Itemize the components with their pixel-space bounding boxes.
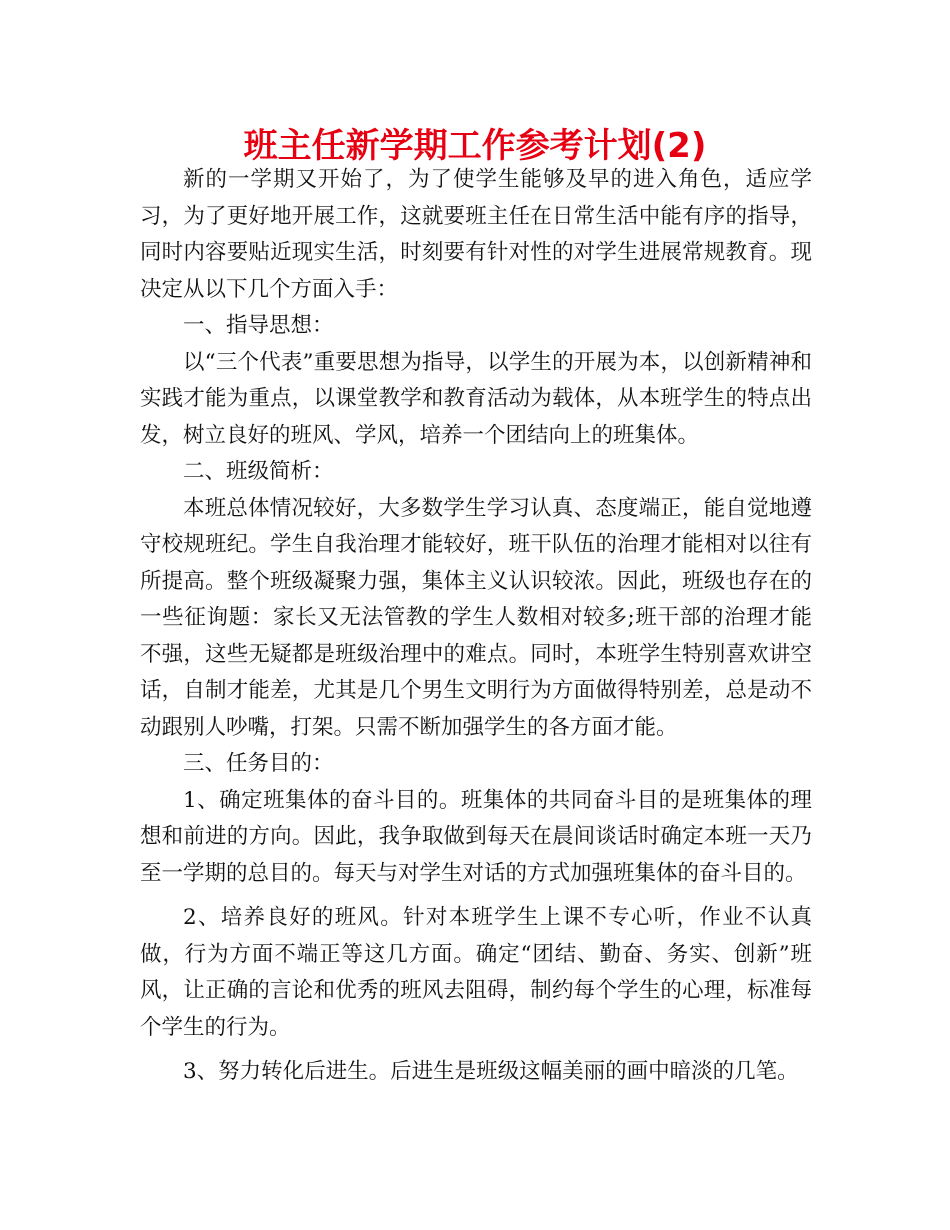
paragraph-goal-1: 1、确定班集体的奋斗目的。班集体的共同奋斗目的是班集体的理想和前进的方向。因此，我争取做到每天在晨间谈话时确定本班一天乃至一学期的总目的。每天与对学生对话的方式加强班集体的奋斗目的。 [140,787,812,886]
paragraph-guiding-thought: 以“三个代表”重要思想为指导，以学生的开展为本，以创新精神和实践才能为重点，以课堂教学和教育活动为载体，从本班学生的特点出发，树立良好的班风、学风，培养一个团结向上的班集体。 [140,349,812,448]
page-title: 班主任新学期工作参考计划(2) [243,126,707,166]
paragraph-intro: 新的一学期又开始了，为了使学生能够及早的进入角色，适应学习，为了更好地开展工作，这就要班主任在日常生活中能有序的指导，同时内容要贴近现实生活，时刻要有针对性的对学生进展常规教育。现决定从以下几个方面入手： [140,167,812,302]
paragraph-class-analysis: 本班总体情况较好，大多数学生学习认真、态度端正，能自觉地遵守校规班纪。学生自我治理才能较好，班干队伍的治理才能相对以往有所提高。整个班级凝聚力强，集体主义认识较浓。因此，班级也存在的一些征询题：家长又无法管教的学生人数相对较多;班干部的治理才能不强，这些无疑都是班级治理中的难点。同时，本班学生特别喜欢讲空话，自制才能差，尤其是几个男生文明行为方面做得特别差，总是动不动跟别人吵嘴，打架。只需不断加强学生的各方面才能。 [140,495,812,740]
section-heading-class-analysis: 二、班级简析： [183,459,334,484]
document-body [140,162,812,1091]
paragraph-goal-3: 3、努力转化后进生。后进生是班级这幅美丽的画中暗淡的几笔。 [183,1059,799,1084]
paragraph-goal-2: 2、培养良好的班风。针对本班学生上课不专心听，作业不认真做，行为方面不端正等这几方面。确定“团结、勤奋、务实、创新”班风，让正确的言论和优秀的班风去阻碍，制约每个学生的心理，标准每个学生的行为。 [140,905,812,1040]
section-heading-guiding-thought: 一、指导思想： [183,313,334,338]
section-heading-task-goals: 三、任务目的： [183,751,334,776]
